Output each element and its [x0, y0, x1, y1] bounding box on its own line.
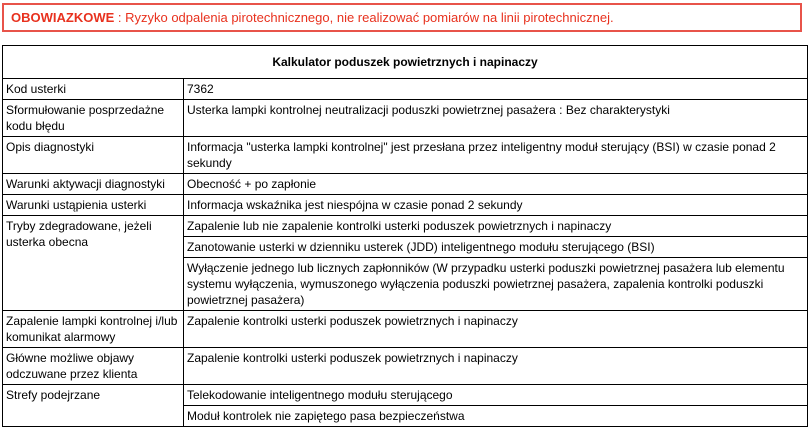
table-row: [3, 79, 808, 100]
warning-banner: [2, 3, 802, 32]
table-row: [3, 174, 808, 195]
table-row: [3, 195, 808, 216]
row-label: Sformułowanie posprzedażne kodu błędu: [3, 100, 184, 137]
table-row: [3, 216, 808, 237]
warning-text: : Ryzyko odpalenia pirotechnicznego, nie realizować pomiarów na linii pirotechnicznej.: [114, 10, 614, 25]
table-title: Kalkulator poduszek powietrznych i napinaczy: [3, 46, 808, 79]
row-value: Informacja "usterka lampki kontrolnej" jest przesłana przez inteligentny moduł sterujący (BSI) w czasie ponad 2 sekundy: [184, 137, 808, 174]
row-value: Usterka lampki kontrolnej neutralizacji poduszki powietrznej pasażera : Bez charakterystyki: [184, 100, 808, 137]
row-value: Zanotowanie usterki w dzienniku usterek (JDD) inteligentnego modułu sterującego (BSI): [184, 237, 808, 258]
row-value: Zapalenie kontrolki usterki poduszek powietrznych i napinaczy: [184, 348, 808, 385]
row-value: 7362: [184, 79, 808, 100]
table-title-row: [3, 46, 808, 79]
table-row: [3, 137, 808, 174]
row-label: Opis diagnostyki: [3, 137, 184, 174]
airbag-calculator-table: [2, 45, 808, 427]
row-label: Strefy podejrzane: [3, 385, 184, 427]
table-row: [3, 348, 808, 385]
row-label: Zapalenie lampki kontrolnej i/lub komunikat alarmowy: [3, 311, 184, 348]
row-label: Kod usterki: [3, 79, 184, 100]
row-value: Moduł kontrolek nie zapiętego pasa bezpieczeństwa: [184, 406, 808, 427]
row-label: Główne możliwe objawy odczuwane przez klienta: [3, 348, 184, 385]
warning-label: OBOWIAZKOWE: [11, 10, 115, 25]
row-value: Informacja wskaźnika jest niespójna w czasie ponad 2 sekundy: [184, 195, 808, 216]
row-value: Wyłączenie jednego lub licznych zapłonników (W przypadku usterki poduszki powietrznej pasażera lub elementu systemu wyłączenia, wymuszonego wyłączenia poduszki powietrznej pasażera, zapalenia kontrolki poduszki powietrznej pasażera): [184, 258, 808, 311]
row-label: Warunki aktywacji diagnostyki: [3, 174, 184, 195]
row-label: Warunki ustąpienia usterki: [3, 195, 184, 216]
table-row: [3, 311, 808, 348]
row-value: Zapalenie lub nie zapalenie kontrolki usterki poduszek powietrznych i napinaczy: [184, 216, 808, 237]
row-value: Zapalenie kontrolki usterki poduszek powietrznych i napinaczy: [184, 311, 808, 348]
row-value: Obecność + po zapłonie: [184, 174, 808, 195]
row-value: Telekodowanie inteligentnego modułu sterującego: [184, 385, 808, 406]
row-label: Tryby zdegradowane, jeżeli usterka obecna: [3, 216, 184, 311]
table-row: [3, 100, 808, 137]
table-row: [3, 385, 808, 406]
